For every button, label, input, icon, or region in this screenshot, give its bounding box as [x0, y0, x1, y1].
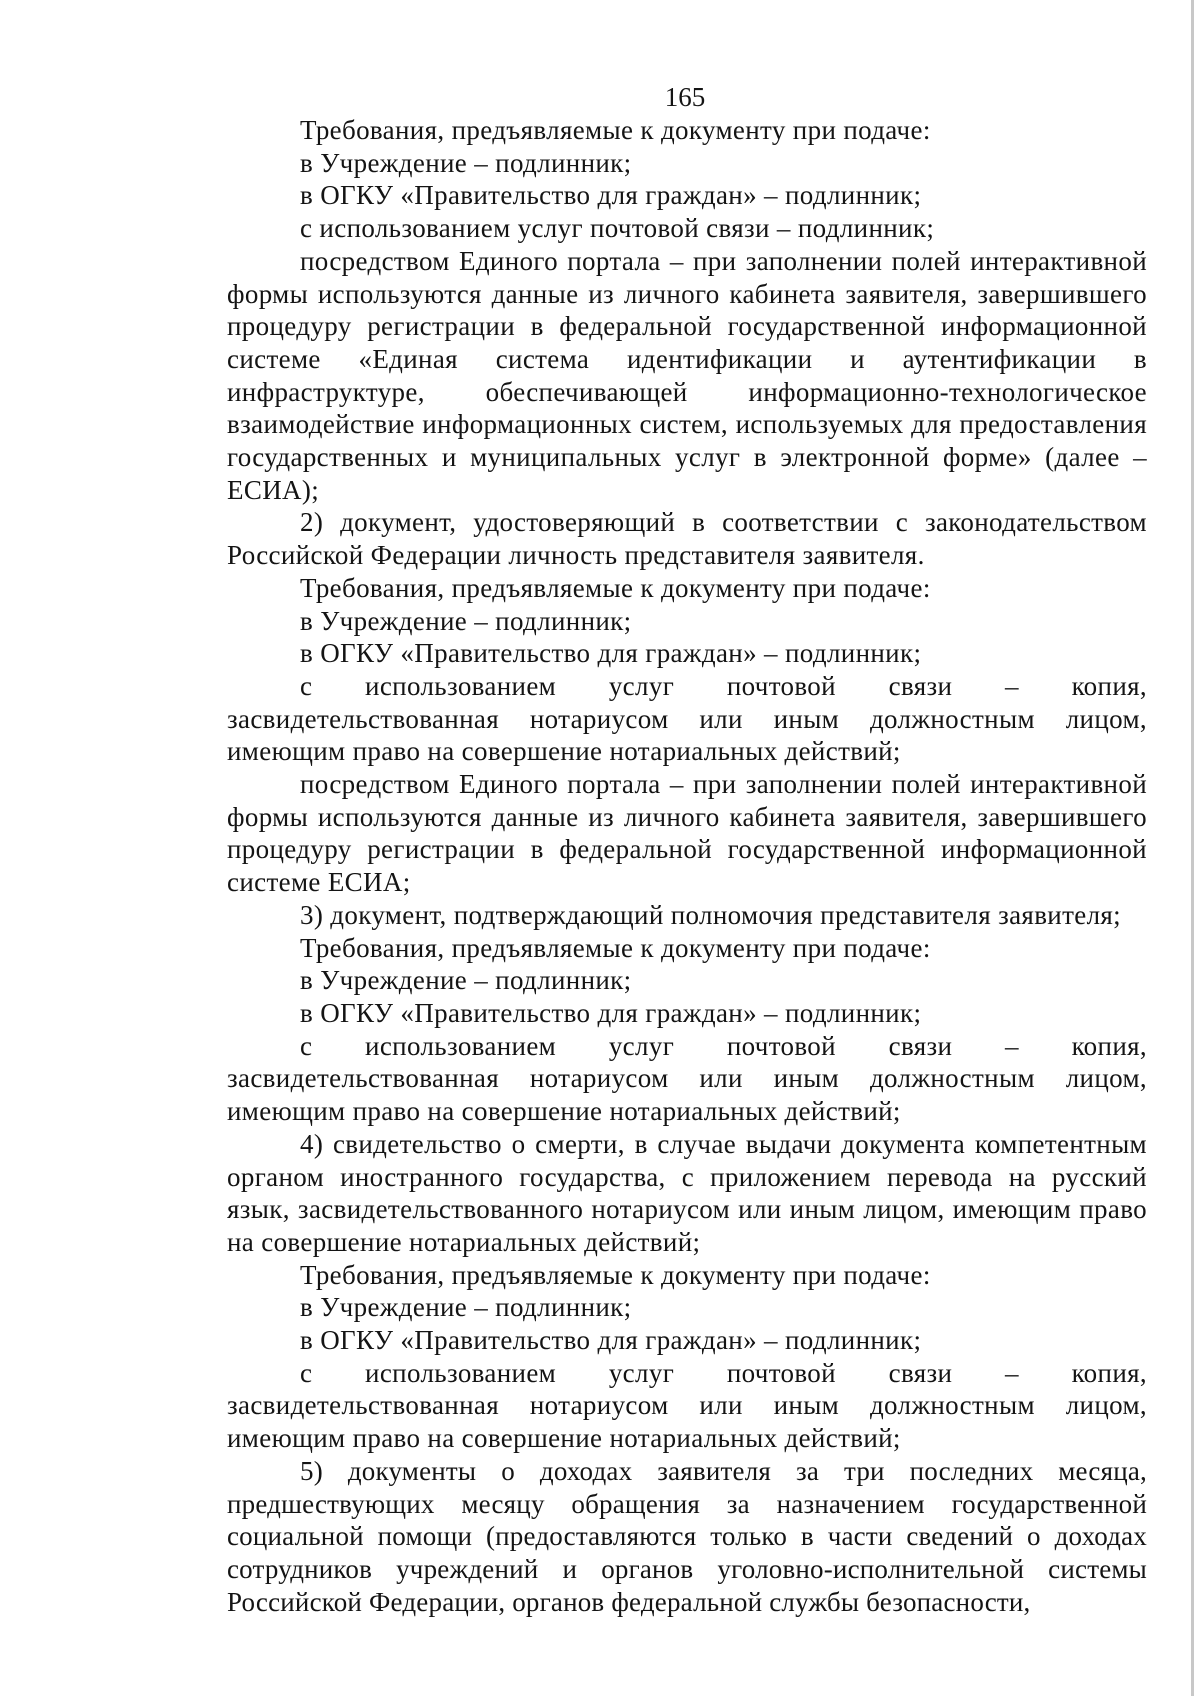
- paragraph-item-4: 4) свидетельство о смерти, в случае выдачи документа компетентным органом иностранного государства, с приложением перевода на русский язык, засвидетельствованного нотариусом или иным лицом, имеющим право на совершение нотариальных действий;: [227, 1128, 1147, 1257]
- document-body: [227, 114, 1147, 1618]
- paragraph-institution-2: в Учреждение – подлинник;: [300, 605, 632, 636]
- paragraph-item-2: 2) документ, удостоверяющий в соответствии с законодательством Российской Федерации личность представителя заявителя.: [227, 507, 1147, 571]
- paragraph-ogku-3: в ОГКУ «Правительство для граждан» – подлинник;: [300, 997, 922, 1028]
- paragraph-item-3: 3) документ, подтверждающий полномочия представителя заявителя;: [300, 899, 1122, 930]
- paragraph-ogku-1: в ОГКУ «Правительство для граждан» – подлинник;: [300, 180, 922, 211]
- paragraph-institution-4: в Учреждение – подлинник;: [300, 1292, 632, 1323]
- paragraph-portal-2: посредством Единого портала – при заполнении полей интерактивной формы используются данные из личного кабинета заявителя, завершившего процедуру регистрации в федеральной государственной информационной системе ЕСИА;: [227, 769, 1147, 898]
- paragraph-institution-1: в Учреждение – подлинник;: [300, 147, 632, 178]
- paragraph-requirements-3: Требования, предъявляемые к документу при подаче:: [300, 932, 931, 963]
- paragraph-portal-1: посредством Единого портала – при заполнении полей интерактивной формы используются данные из личного кабинета заявителя, завершившего процедуру регистрации в федеральной государственной информационной системе «Единая система идентификации и аутентификации в инфраструктуре, обеспечивающей информационно-технологическое взаимодействие информационных систем, используемых для предоставления государственных и муниципальных услуг в электронной форме» (далее – ЕСИА);: [227, 245, 1147, 505]
- page-edge-divider: [1191, 0, 1194, 1696]
- paragraph-requirements-2: Требования, предъявляемые к документу при подаче:: [300, 572, 931, 603]
- paragraph-requirements-1: Требования, предъявляемые к документу при подаче:: [300, 115, 931, 145]
- paragraph-requirements-4: Требования, предъявляемые к документу при подаче:: [300, 1259, 931, 1290]
- page-number: 165: [664, 82, 706, 112]
- paragraph-ogku-2: в ОГКУ «Правительство для граждан» – подлинник;: [300, 638, 922, 669]
- paragraph-ogku-4: в ОГКУ «Правительство для граждан» – подлинник;: [300, 1325, 922, 1356]
- paragraph-postal-2: с использованием услуг почтовой связи – копия, засвидетельствованная нотариусом или иным должностным лицом, имеющим право на совершение нотариальных действий;: [227, 670, 1147, 767]
- paragraph-institution-3: в Учреждение – подлинник;: [300, 965, 632, 996]
- paragraph-postal-1: с использованием услуг почтовой связи – подлинник;: [300, 213, 935, 244]
- paragraph-item-5: 5) документы о доходах заявителя за три последних месяца, предшествующих месяцу обращения за назначением государственной социальной помощи (предоставляются только в части сведений о доходах сотрудников учреждений и органов уголовно-исполнительной системы Российской Федерации, органов федеральной службы безопасности,: [227, 1455, 1147, 1617]
- paragraph-postal-4: с использованием услуг почтовой связи – копия, засвидетельствованная нотариусом или иным должностным лицом, имеющим право на совершение нотариальных действий;: [227, 1357, 1147, 1454]
- paragraph-postal-3: с использованием услуг почтовой связи – копия, засвидетельствованная нотариусом или иным должностным лицом, имеющим право на совершение нотариальных действий;: [227, 1030, 1147, 1127]
